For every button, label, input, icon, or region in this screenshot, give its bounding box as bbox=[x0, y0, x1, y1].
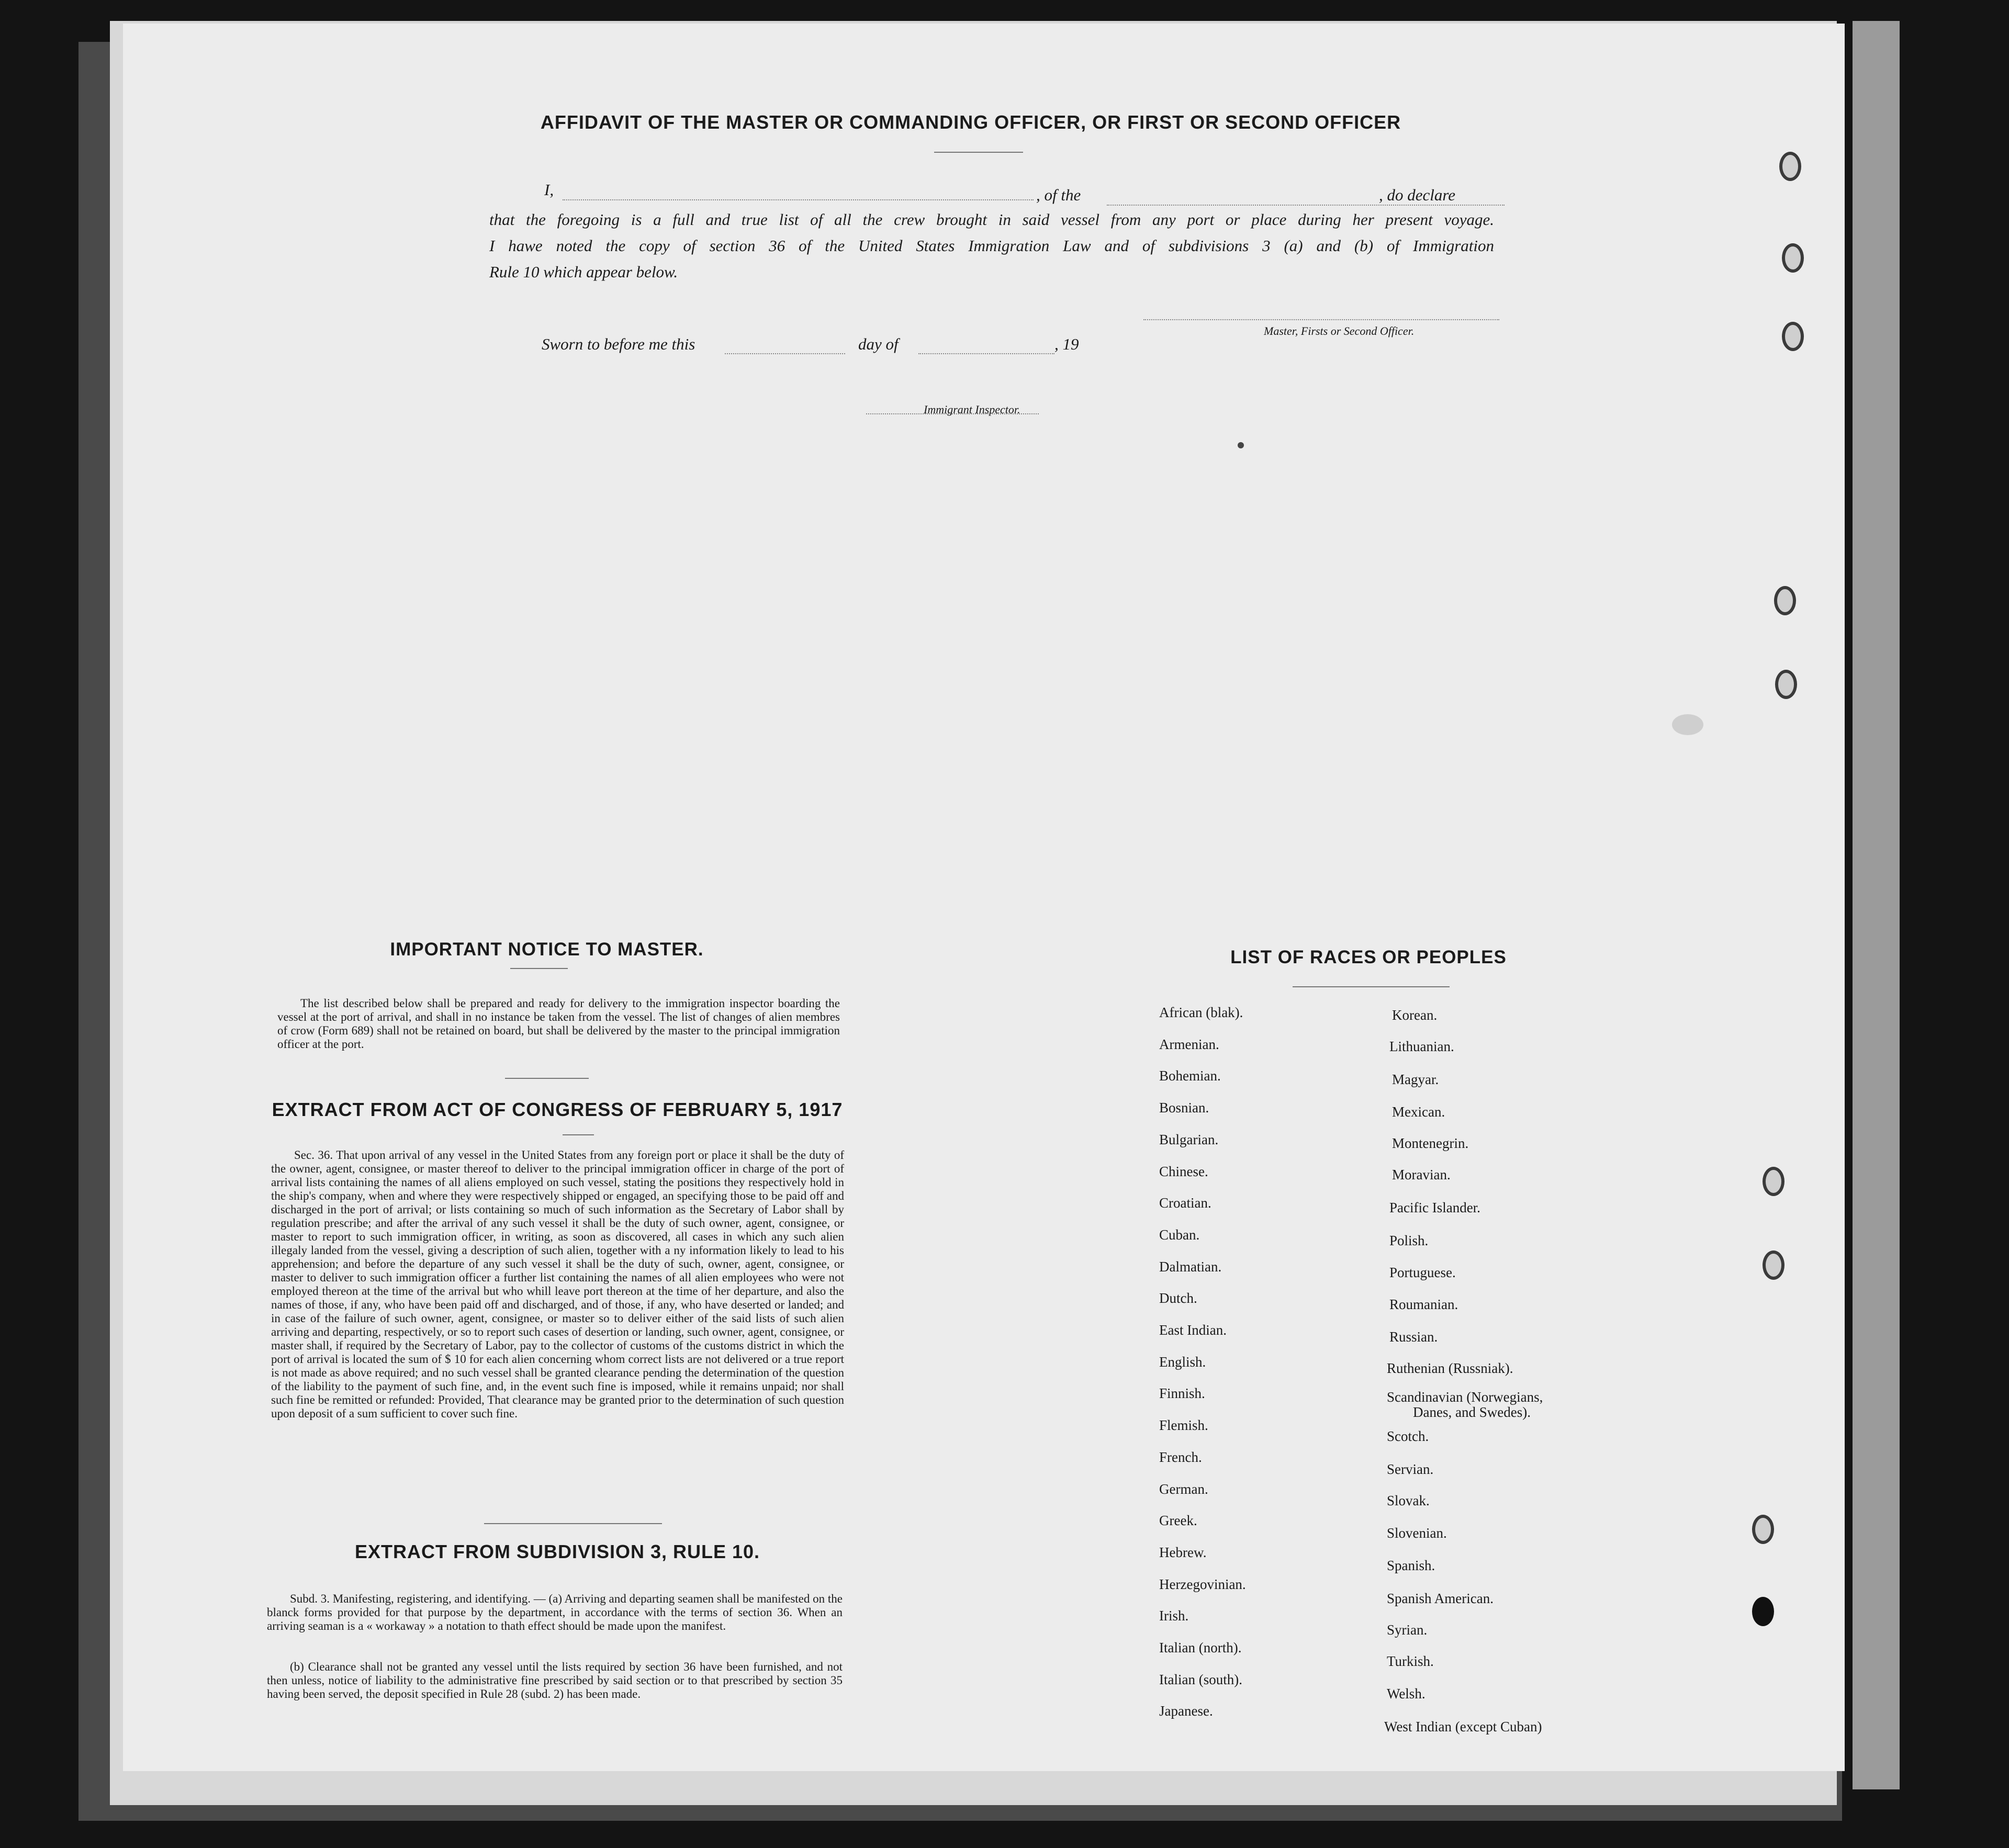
punch-hole bbox=[1782, 243, 1804, 273]
notice-body: The list described below shall be prepared and ready for delivery to the immigration inspector boarding the vessel at the port of arrival, and shall in no instance be taken from the vessel. The list of changes of alien membres of crow (Form 689) shall not be retained on board, but shall be delivered by the master to the principal immigration officer at the port. bbox=[277, 997, 840, 1051]
race-item: Servian. bbox=[1387, 1461, 1434, 1477]
race-item: Armenian. bbox=[1159, 1036, 1219, 1052]
race-item: Spanish American. bbox=[1387, 1591, 1494, 1606]
race-item: Greek. bbox=[1159, 1513, 1197, 1529]
punch-hole bbox=[1763, 1167, 1784, 1196]
race-item: Scandinavian (Norwegians, bbox=[1387, 1389, 1543, 1405]
inspector-label: Immigrant Inspector. bbox=[924, 403, 1020, 416]
race-item: Pacific Islander. bbox=[1389, 1200, 1480, 1215]
race-item: Slovak. bbox=[1387, 1493, 1430, 1508]
race-item: Turkish. bbox=[1387, 1653, 1434, 1669]
day-of-text: day of bbox=[858, 335, 899, 353]
race-item: Hebrew. bbox=[1159, 1544, 1207, 1560]
page-edge-strip bbox=[1853, 21, 1900, 1789]
affidavit-line-2: I hawe noted the copy of section 36 of the United States Immigration Law and of subdivisions 3 (a) and (b) of Immigration bbox=[489, 236, 1494, 255]
race-item: East Indian. bbox=[1159, 1322, 1227, 1338]
race-item: Montenegrin. bbox=[1392, 1135, 1469, 1151]
month-blank bbox=[918, 353, 1054, 354]
signature-blank bbox=[1143, 319, 1499, 320]
race-item: Flemish. bbox=[1159, 1417, 1208, 1434]
affidavit-do-declare: , do declare bbox=[1379, 186, 1456, 204]
race-item: Chinese. bbox=[1159, 1163, 1208, 1179]
race-item: Russian. bbox=[1389, 1329, 1438, 1345]
race-item: Welsh. bbox=[1387, 1686, 1426, 1701]
race-item: Bosnian. bbox=[1159, 1100, 1209, 1116]
punch-hole bbox=[1779, 152, 1801, 181]
race-item: West Indian (except Cuban) bbox=[1384, 1719, 1542, 1734]
year-text: , 19 bbox=[1054, 335, 1079, 353]
act-title: EXTRACT FROM ACT OF CONGRESS OF FEBRUARY 5, 1917 bbox=[272, 1099, 843, 1120]
race-item: Japanese. bbox=[1159, 1703, 1213, 1719]
race-item: Syrian. bbox=[1387, 1622, 1428, 1638]
race-item: Spanish. bbox=[1387, 1558, 1435, 1573]
punch-hole bbox=[1775, 670, 1797, 699]
race-item: Lithuanian. bbox=[1389, 1039, 1454, 1054]
races-title: LIST OF RACES OR PEOPLES bbox=[1230, 947, 1507, 967]
notice-bottom-divider bbox=[505, 1078, 589, 1079]
signer-label: Master, Firsts or Second Officer. bbox=[1264, 324, 1415, 337]
race-item: Mexican. bbox=[1392, 1104, 1445, 1120]
day-blank bbox=[725, 353, 845, 354]
affidavit-title: AFFIDAVIT OF THE MASTER OR COMMANDING OFFICER, OR FIRST OR SECOND OFFICER bbox=[540, 111, 1401, 133]
act-bottom-divider bbox=[484, 1523, 662, 1524]
race-item: French. bbox=[1159, 1449, 1202, 1465]
race-item: Ruthenian (Russniak). bbox=[1387, 1360, 1513, 1376]
race-item: Bulgarian. bbox=[1159, 1131, 1219, 1147]
race-item: Dalmatian. bbox=[1159, 1258, 1222, 1275]
race-item: Bohemian. bbox=[1159, 1068, 1221, 1084]
race-item: African (blak). bbox=[1159, 1005, 1243, 1020]
affidavit-line-1: that the foregoing is a full and true list of all the crew brought in said vessel from any port or place during her present voyage. bbox=[489, 210, 1494, 229]
act-body: Sec. 36. That upon arrival of any vessel in the United States from any foreign port or place it shall be the duty of the owner, agent, consignee, or master thereof to deliver to the principal immigration officer in charge of the port of arrival lists containing the names of all aliens employed on such vessel, stating the positions they respectively hold in the ship's company, when and where they were respectively shipped or engaged, an specifying those to be paid off and discharged in the port of arrival; or lists containing so much of such information as the Secretary of Labor shall by regulation prescribe; and after the arrival of any such vessel it shall be the duty of such owner, agent, consignee, or master to report to such immigration officer, in writing, as soon as discovered, all cases in which any such alien illegaly landed from the vessel, giving a description of such alien, together with a ny information likely to lead to his apprehension; and before the departure of any such vessel it shall be the duty of such, owner, agent, consignee, or master to deliver to such immigration officer a further list containing the names of all alien employees who were not employed thereon at the time of the arrival but who whill leave port thereon at the time of her departure, and also the names of those, if any, who have been paid off and discharged, and of those, if any, who have deserted or landed; and in case of the failure of such owner, agent, consignee, or master so to deliver either of the said lists of such alien arriving and departing, respectively, or so to report such cases of desertion or landing, such owner, agent, consignee, or master shall, if required by the Secretary of Labor, pay to the collector of customs of the customs district in which the port of arrival is located the sum of $ 10 for each alien concerning whom correct lists are not delivered or a true report is not made as above required; and no such vessel shall be granted clearance pending the determination of the question of the liability to the payment of such fine, and, in the event such fine is imposed, while it remains unpaid; nor shall such fine be remitted or refunded: Provided, That clearance may be granted prior to the determination of such question upon deposit of a sum sufficient to cover such fine. bbox=[271, 1148, 844, 1420]
document-page bbox=[123, 24, 1845, 1771]
rule-para-b: (b) Clearance shall not be granted any vessel until the lists required by section 36 have been furnished, and not then unless, notice of liability to the administrative fine prescribed by said section or to that prescribed by section 35 having been served, the deposit specified in Rule 28 (subd. 2) has been made. bbox=[267, 1660, 843, 1700]
notice-title: IMPORTANT NOTICE TO MASTER. bbox=[390, 939, 704, 960]
race-item: Italian (north). bbox=[1159, 1640, 1242, 1655]
race-item: Scotch. bbox=[1387, 1428, 1429, 1444]
race-item: German. bbox=[1159, 1481, 1208, 1497]
name-blank bbox=[563, 199, 1034, 200]
notice-divider bbox=[510, 968, 568, 969]
affidavit-of-the: , of the bbox=[1036, 186, 1081, 204]
race-item: Dutch. bbox=[1159, 1290, 1197, 1306]
punch-hole bbox=[1763, 1250, 1784, 1280]
smudge bbox=[1672, 714, 1703, 735]
race-item: Italian (south). bbox=[1159, 1671, 1242, 1687]
race-item: Croatian. bbox=[1159, 1195, 1211, 1211]
race-item: Danes, and Swedes). bbox=[1413, 1404, 1531, 1420]
affidavit-text bbox=[489, 207, 1494, 285]
vessel-blank bbox=[1107, 205, 1505, 206]
punch-hole bbox=[1752, 1597, 1774, 1626]
rule-para-a: Subd. 3. Manifesting, registering, and identifying. — (a) Arriving and departing seamen shall be manifested on the blanck forms provided for that purpose by the department, in accordance with the terms of section 36. When an arriving seaman is a « workaway » a notation to thath effect should be made upon the manifest. bbox=[267, 1592, 843, 1632]
race-item: Roumanian. bbox=[1389, 1297, 1458, 1312]
race-item: Irish. bbox=[1159, 1608, 1189, 1624]
race-item: Finnish. bbox=[1159, 1385, 1205, 1402]
punch-hole bbox=[1752, 1515, 1774, 1544]
race-item: Herzegovinian. bbox=[1159, 1576, 1246, 1592]
punch-hole bbox=[1774, 586, 1796, 615]
race-item: Cuban. bbox=[1159, 1226, 1200, 1243]
race-item: Slovenian. bbox=[1387, 1525, 1447, 1541]
race-item: English. bbox=[1159, 1354, 1206, 1370]
races-divider bbox=[1293, 986, 1450, 987]
race-item: Moravian. bbox=[1392, 1167, 1451, 1182]
title-divider bbox=[934, 152, 1023, 153]
act-divider bbox=[563, 1134, 594, 1135]
affidavit-line-3: Rule 10 which appear below. bbox=[489, 263, 678, 281]
sworn-text: Sworn to before me this bbox=[542, 335, 695, 353]
race-item: Portuguese. bbox=[1389, 1265, 1456, 1280]
race-item: Korean. bbox=[1392, 1007, 1438, 1023]
affidavit-pronoun: I, bbox=[544, 181, 554, 199]
ink-speck bbox=[1238, 442, 1244, 448]
race-item: Polish. bbox=[1389, 1233, 1429, 1248]
punch-hole bbox=[1782, 322, 1804, 351]
race-item: Magyar. bbox=[1392, 1072, 1439, 1087]
rule-title: EXTRACT FROM SUBDIVISION 3, RULE 10. bbox=[354, 1541, 760, 1562]
